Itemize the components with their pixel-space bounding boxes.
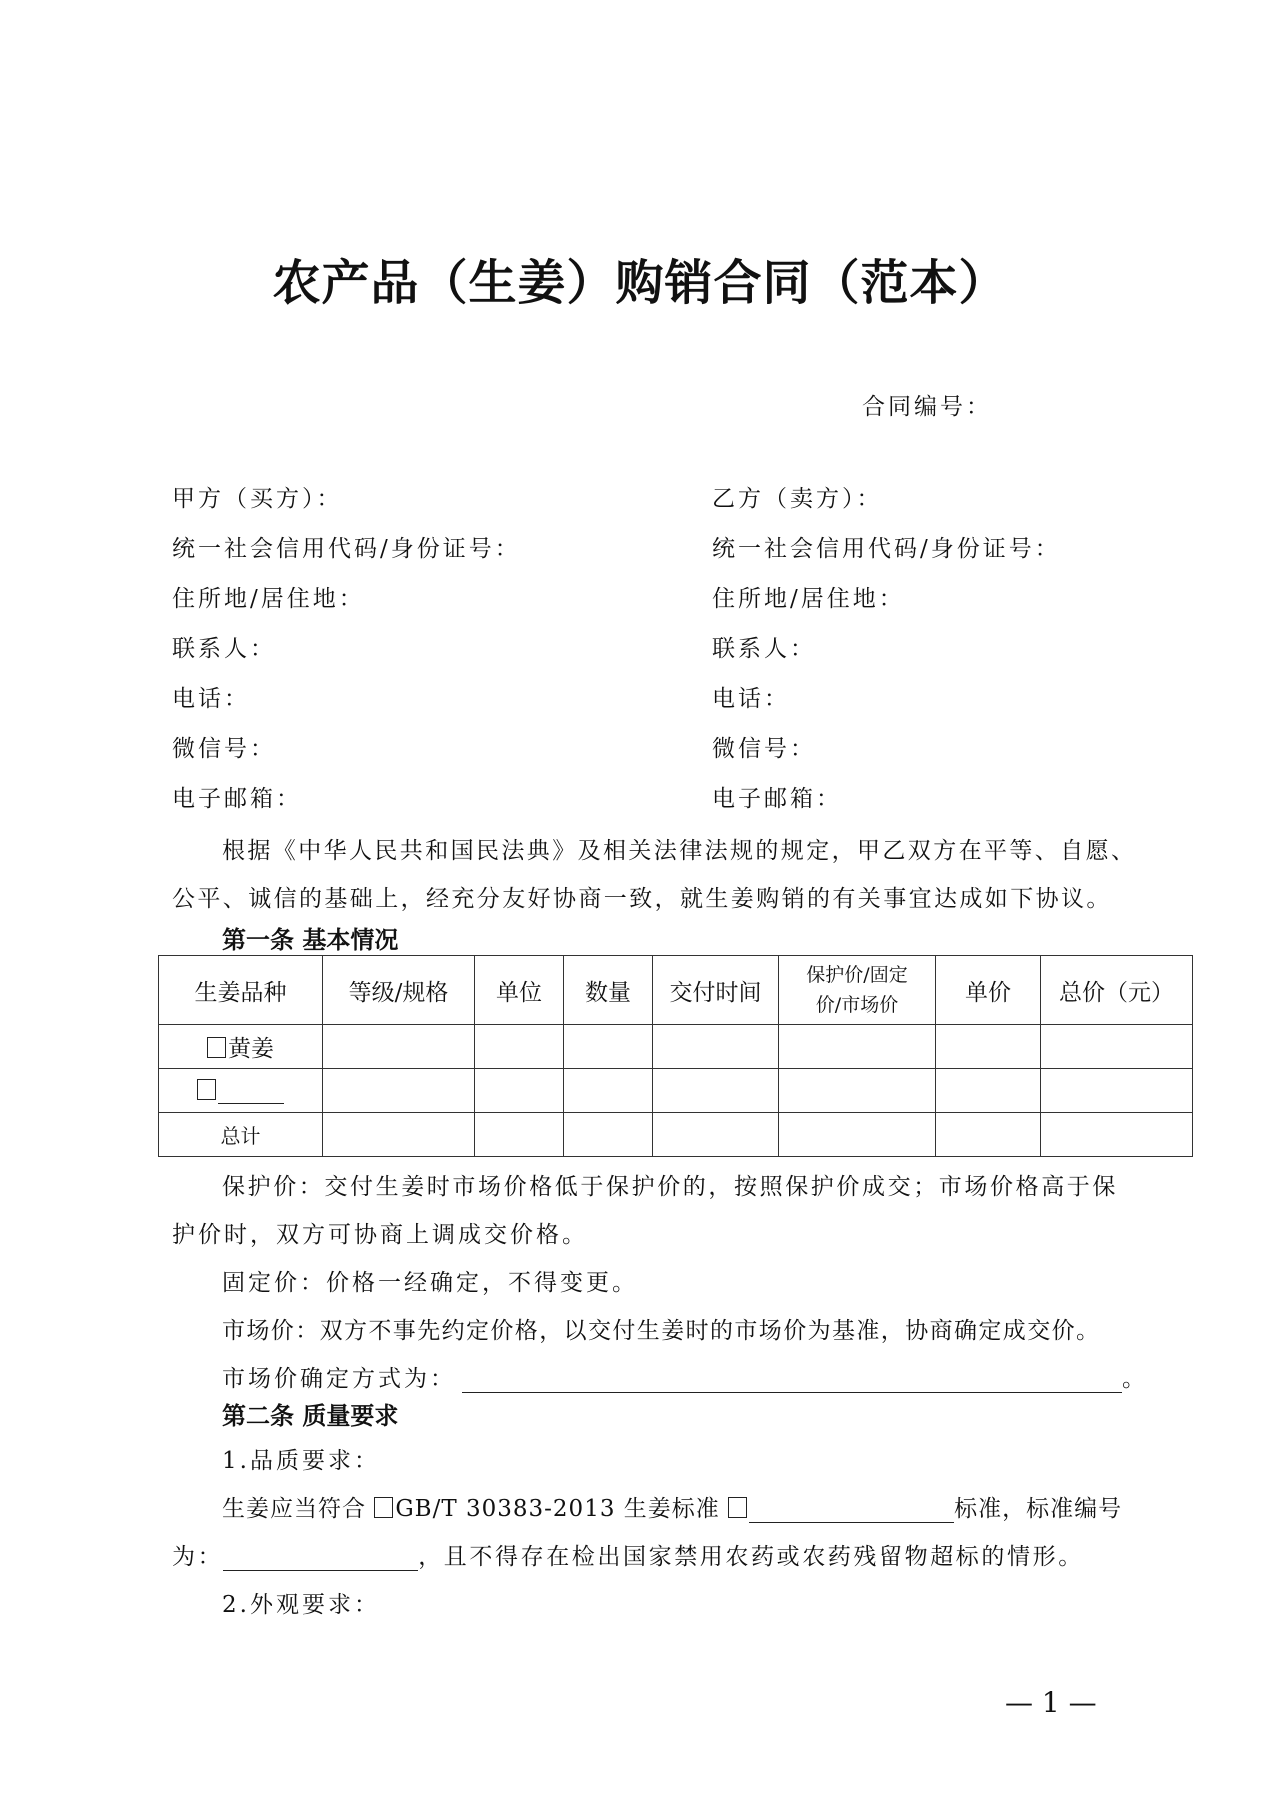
basic-info-table [158,955,1193,1157]
party-a-address-label: 住所地/居住地： [172,586,365,612]
price-type-line-1: 保护价/固定 [806,964,908,986]
cell[interactable] [564,1113,653,1157]
variety-cell [159,1069,323,1113]
col-header-grade: 等级/规格 [323,956,475,1025]
document-title: 农产品（生姜）购销合同（范本） [272,255,1008,311]
cell[interactable] [1041,1069,1193,1113]
cell[interactable] [653,1069,779,1113]
cell[interactable] [475,1069,564,1113]
variety-blank-line[interactable] [218,1081,284,1104]
checkbox-icon[interactable] [374,1497,393,1518]
market-price-text: 市场价：双方不事先约定价格，以交付生姜时的市场价为基准，协商确定成交价。 [222,1318,1101,1344]
cell[interactable] [779,1025,936,1069]
party-a-name-label: 甲方（买方）： [172,486,343,512]
cell[interactable] [1041,1025,1193,1069]
cell[interactable] [323,1113,475,1157]
protect-price-line-1: 保护价：交付生姜时市场价格低于保护价的，按照保护价成交；市场价格高于保 [222,1174,1118,1200]
party-b-wechat-label: 微信号： [712,736,816,762]
article-1-heading: 第一条 基本情况 [222,925,399,954]
standard-number-label: 为： [172,1544,224,1570]
party-a-wechat-label: 微信号： [172,736,276,762]
party-a-id-label: 统一社会信用代码/身份证号： [172,536,521,562]
standard-number-row [172,1538,1084,1571]
page-number: — 1 — [1005,1686,1097,1719]
party-a-email-label: 电子邮箱： [172,786,302,812]
standard-number-tail: ，且不得存在检出国家禁用农药或农药残留物超标的情形。 [418,1544,1084,1570]
market-method-blank[interactable] [462,1370,1122,1393]
col-header-total-price: 总价（元） [1041,956,1193,1025]
market-method-row [222,1360,1148,1393]
cell[interactable] [475,1113,564,1157]
cell[interactable] [936,1113,1041,1157]
price-type-line-2: 价/市场价 [815,994,899,1016]
table-total-row [159,1113,1193,1157]
col-header-unit: 单位 [475,956,564,1025]
cell[interactable] [564,1069,653,1113]
col-header-quantity: 数量 [564,956,653,1025]
standard-number-blank[interactable] [223,1548,418,1571]
cell[interactable] [779,1069,936,1113]
contract-number-label: 合同编号： [862,394,992,420]
party-a-phone-label: 电话： [172,686,250,712]
party-b-id-label: 统一社会信用代码/身份证号： [712,536,1061,562]
col-header-variety: 生姜品种 [159,956,323,1025]
party-a-contact-label: 联系人： [172,636,276,662]
party-b-address-label: 住所地/居住地： [712,586,905,612]
checkbox-icon[interactable] [728,1497,747,1518]
cell[interactable] [936,1069,1041,1113]
standard-text-a: 生姜应当符合 [222,1496,375,1522]
cell[interactable] [323,1069,475,1113]
col-header-unit-price: 单价 [936,956,1041,1025]
party-b-phone-label: 电话： [712,686,790,712]
protect-price-line-2: 护价时，双方可协商上调成交价格。 [172,1222,588,1248]
cell[interactable] [936,1025,1041,1069]
total-label: 总计 [159,1113,323,1157]
quality-item-2-label: 2.外观要求： [222,1592,380,1618]
checkbox-icon[interactable] [197,1079,216,1100]
col-header-price-type [779,956,936,1025]
article-2-heading: 第二条 质量要求 [222,1401,399,1430]
variety-cell [159,1025,323,1069]
cell[interactable] [653,1113,779,1157]
quality-standard-row [222,1490,1122,1523]
table-row [159,1025,1193,1069]
preamble-line-2: 公平、诚信的基础上，经充分友好协商一致，就生姜购销的有关事宜达成如下协议。 [172,886,1112,912]
cell[interactable] [779,1113,936,1157]
standard-text-c: 标准，标准编号 [954,1496,1123,1522]
checkbox-icon[interactable] [207,1037,226,1058]
variety-label: 黄姜 [228,1036,274,1062]
cell[interactable] [323,1025,475,1069]
col-header-delivery-time: 交付时间 [653,956,779,1025]
table-header-row [159,956,1193,1025]
cell[interactable] [564,1025,653,1069]
market-method-end: 。 [1122,1366,1148,1392]
quality-item-1-label: 1.品质要求： [222,1448,380,1474]
standard-text-b: GB/T 30383-2013 生姜标准 [395,1496,729,1522]
party-b-email-label: 电子邮箱： [712,786,842,812]
party-b-name-label: 乙方（卖方）： [712,486,883,512]
custom-standard-blank[interactable] [749,1500,954,1523]
cell[interactable] [475,1025,564,1069]
fixed-price-text: 固定价：价格一经确定，不得变更。 [222,1270,638,1296]
party-b-contact-label: 联系人： [712,636,816,662]
preamble-line-1: 根据《中华人民共和国民法典》及相关法律法规的规定，甲乙双方在平等、自愿、 [222,838,1137,864]
market-method-label: 市场价确定方式为： [222,1366,456,1392]
cell[interactable] [1041,1113,1193,1157]
table-row [159,1069,1193,1113]
cell[interactable] [653,1025,779,1069]
